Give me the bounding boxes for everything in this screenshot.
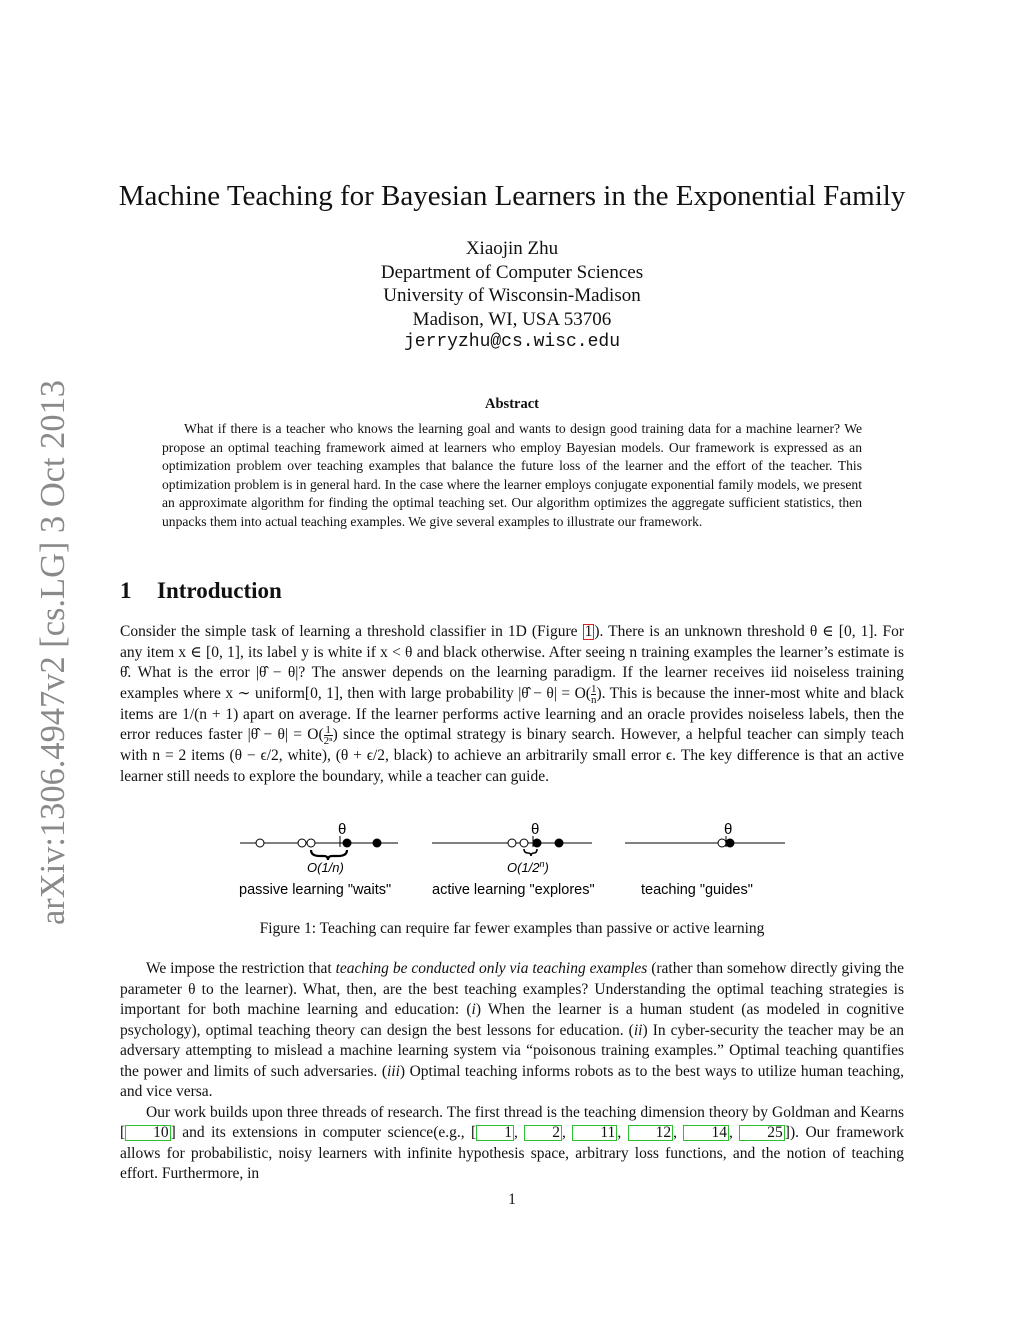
white-point: [508, 839, 516, 847]
citation-link[interactable]: 12: [628, 1125, 674, 1141]
white-point: [520, 839, 528, 847]
paragraph-motivation: We impose the restriction that teaching be conducted only via teaching examples (rather than somehow directly giving the parameter θ to the learner). What, then, are the best teaching examples? Understanding the optimal teaching strategies is important for both machine learning and education: (i) When the learner is a human student (as modeled in cognitive psychology), optimal teaching theory can design the best lessons for education. (ii) In cyber-security the teacher may be an adversary attempting to mislead a machine learning system via “poisonous training examples.” Optimal teaching quantifies the power and limits of such adversaries. (iii) Optimal teaching informs robots as to the best ways to utilize human teaching, and vice versa.: [120, 960, 905, 1100]
fraction-1-over-2n: $\frac{1}{\text{2ⁿ}}$: [323, 724, 333, 747]
theta-label: θ: [724, 821, 733, 838]
citation-link[interactable]: 2: [524, 1125, 562, 1141]
intro-text-2: ). There is an unknown threshold θ ∈ [0, 1]. For any item x ∈ [0, 1], its label y is white if x < θ and black otherwise. After seeing n training examples the learner’s estimate is θ̂. What is the error |θ̂ − θ|? The answer depends on the learning paradigm. If the learner receives iid noiseless training examples where x ∼ uniform[0, 1], then with large probability |θ̂ − θ| = O(: [120, 623, 904, 702]
gap-bracket: [524, 849, 537, 856]
citation-link[interactable]: 25: [739, 1125, 785, 1141]
figure-caption: Figure 1: Teaching can require far fewer examples than passive or active learning: [259, 920, 765, 937]
intro-text-3: ). This is because the inner-most white and black items are 1/(n + 1) apart on average. If the learner performs active learning and an oracle provides noiseless labels, then the error reduces faster |θ̂ − θ| = O(: [120, 684, 904, 744]
black-point: [555, 839, 564, 848]
white-point: [718, 839, 726, 847]
fraction-1-over-n: $\frac{1}{n}$: [590, 682, 597, 706]
black-point: [343, 839, 352, 848]
bracket-label: O(1/2$^n$): [507, 859, 549, 875]
intro-paragraph: [120, 622, 904, 787]
active-learning-panel: [432, 821, 595, 898]
panel-label: passive learning "waits": [239, 882, 392, 898]
paragraph-related-work: Our work builds upon three threads of research. The first thread is the teaching dimension theory by Goldman and Kearns [ 10 ] and its extensions in computer science(e.g., [ 1 , 2 , 11 , 12 , 14 , 25 ]). Our framework allows for probabilistic, noisy learners with infinite hypothesis space, arbitrary loss functions, and the notion of teaching effort. Furthermore, in: [120, 1103, 904, 1182]
figure-1: [230, 818, 800, 908]
figure-ref-link[interactable]: 1: [584, 623, 593, 640]
white-point: [256, 839, 264, 847]
author-email[interactable]: jerryzhu@cs.wisc.edu: [403, 332, 621, 352]
arxiv-side-stamp: [16, 370, 76, 930]
author-block: [0, 237, 1024, 355]
black-point: [726, 839, 735, 848]
abstract-heading: Abstract: [485, 396, 539, 412]
paper-title: Machine Teaching for Bayesian Learners in the Exponential Family: [118, 180, 906, 212]
citation-link[interactable]: 14: [683, 1125, 729, 1141]
white-point: [307, 839, 315, 847]
emphasis-text: teaching be conducted only via teaching examples: [335, 960, 648, 977]
teaching-panel: [625, 821, 785, 898]
author-name: Xiaojin Zhu: [465, 238, 559, 259]
section-heading: [120, 578, 282, 604]
citation-link[interactable]: 10: [125, 1125, 171, 1141]
passive-learning-panel: [239, 821, 398, 898]
author-department: Department of Computer Sciences: [380, 261, 644, 283]
citation-link[interactable]: 1: [476, 1125, 514, 1141]
black-point: [533, 839, 542, 848]
page-number: 1: [508, 1191, 516, 1208]
bracket-label: O(1/n): [307, 860, 344, 875]
section-number: 1: [120, 578, 132, 603]
citation-link[interactable]: 11: [572, 1125, 617, 1141]
intro-text-4: ) since the optimal strategy is binary search. However, a helpful teacher can simply teach with n = 2 items (θ − ϵ/2, white), (θ + ϵ/2, black) to achieve an arbitrarily small error ϵ. The key difference is that an active learner still needs to explore the boundary, while a teacher can guide.: [120, 726, 905, 785]
abstract-text: What if there is a teacher who knows the learning goal and wants to design good training data for a machine learner? We propose an optimal teaching framework aimed at learners who employ Bayesian models. Our framework is expressed as an optimization problem over teaching examples that balance the future loss of the learner and the effort of the teacher. This optimization problem is in general hard. In the case where the learner employs conjugate exponential family models, we present an approximate algorithm for finding the optimal teaching set. Our algorithm optimizes the aggregate sufficient statistics, then unpacks them into actual teaching examples. We give several examples to illustrate our framework.: [162, 421, 862, 529]
author-university: University of Wisconsin-Madison: [383, 285, 641, 306]
gap-bracket: [311, 850, 347, 860]
abstract-body: [162, 420, 862, 532]
white-point: [298, 839, 306, 847]
panel-label: teaching "guides": [641, 882, 753, 898]
theta-label: θ: [531, 821, 540, 838]
panel-label: active learning "explores": [432, 882, 595, 898]
body-paragraphs: [120, 959, 904, 1185]
section-title: Introduction: [157, 578, 282, 603]
black-point: [373, 839, 382, 848]
theta-label: θ: [338, 821, 347, 838]
author-address: Madison, WI, USA 53706: [412, 308, 612, 330]
intro-text-1: Consider the simple task of learning a threshold classifier in 1D (Figure: [120, 623, 583, 640]
arxiv-identifier: arXiv:1306.4947v2 [cs.LG] 3 Oct 2013: [33, 370, 72, 925]
